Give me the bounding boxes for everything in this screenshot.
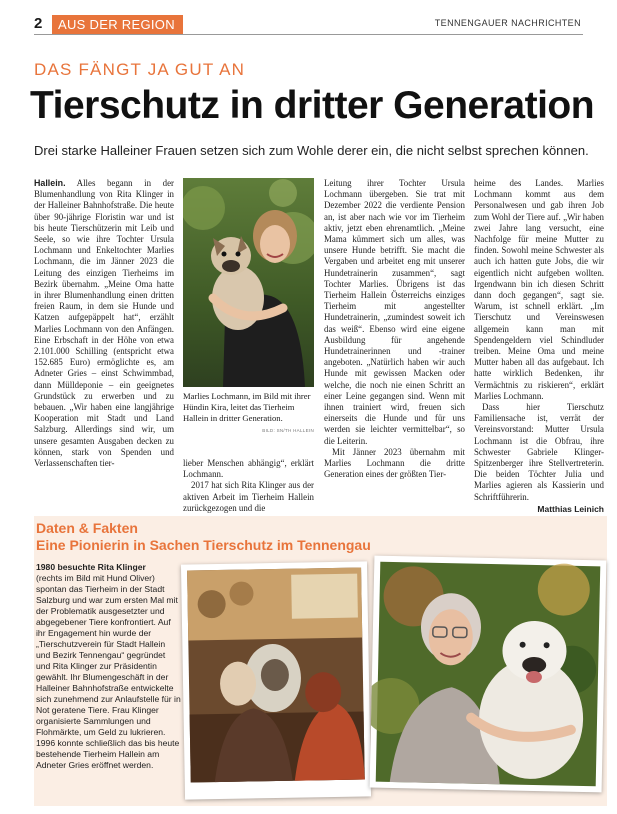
article-column-1: [34, 178, 174, 469]
factbox-lead: 1980 besuchte Rita Klinger: [36, 562, 146, 572]
column-4-paragraph-2: Dass hier Tierschutz Familiensache ist, verrät der Vereinsvorstand: Mutter Ursula Lochmann ist die Obfrau, ihre Schwester Gabriele Klinger-Spitzenberger ihre Stellvertreterin. Die beiden Töchter Julia und Marlies agieren als Kassierin und Schriftführerin.: [474, 402, 604, 502]
column-2-paragraph-1: lieber Menschen abhängig“, erklärt Lochmann.: [183, 458, 314, 480]
header-rule: [34, 34, 583, 35]
historic-photo-flower-shop: [181, 561, 371, 799]
factbox-text: [36, 562, 181, 771]
column-1-text: Alles begann in der Blumenhandlung von Rita Klinger in der Halleiner Bahnhofstraße. Die heute über 90-jährige Floristin war und ist bis heute Tierschützerin mit Leib und Seele, so wie ihre Tochter Ursula Lochmann und Enkeltochter Marlies Lochmann, die im Jänner 2023 die Leitung des einzigen Tierheims im Bezirk übernahm. „Meine Oma hatte in ihrer Blumenhandlung einen dritten freien Raum, in dem sie Hunde und Katzen aufgepäppelt hat“, erzählt Marlies Lochmann von den Anfängen. Eine Erbschaft in der Höhe von etwa 2.101.000 Schilling (entspricht etwa 152.685 Euro) ermöglichte es, am Adneter Gries – einst Schwimmbad, dann Mülldeponie – ein geeignetes Grundstück zu erwerben und zu bebauen. „Wir haben eine langjährige Kooperation mit Stadt und Land Salzburg. Allerdings sind wir, um unsere gesamten Ausgaben decken zu können, stark von Spenden und Verlassenschaften tier-: [34, 178, 174, 469]
section-tag: AUS DER REGION: [52, 15, 183, 34]
article-photo-marlies-with-dog: [183, 178, 314, 387]
column-2-paragraph-2: 2017 hat sich Rita Klinger aus der aktiven Arbeit im Tierheim Hallein zurückgezogen und die: [183, 480, 314, 513]
article-column-3: [324, 178, 465, 480]
factbox-body: (rechts im Bild mit Hund Oliver) spontan das Tierheim in der Stadt Salzburg und war zum ersten Mal mit der Problematik ausgesetzter und abgegebener Tiere konfrontiert. Auf ihr Engagement hin wurde der „Tierschutzverein für Stadt Hallein und Bezirk Tennengau“ gegründet und Rita Klinger zur Präsidentin gewählt. Ihr Blumengeschäft in der Halleiner Bahnhofstraße entwickelte sich zunehmend zur Anlaufstelle für in Not geratene Tiere. Frau Klinger organisierte Sammlungen und Flohmärkte, um Geld zu lukrieren. 1996 konnte schließlich das bis heute bestehende Tierheim Hallein am Adneter Gries eröffnet werden.: [36, 573, 181, 770]
column-3-paragraph-2: Mit Jänner 2023 übernahm mit Marlies Lochmann die dritte Generation eines der größten Tier-: [324, 446, 465, 480]
article-lead: Drei starke Halleiner Frauen setzen sich zum Wohle derer ein, die nicht selbst sprechen können.: [34, 143, 589, 158]
photo-caption: [183, 391, 314, 436]
photo-illustration: [183, 178, 314, 387]
article-column-4: [474, 178, 604, 515]
column-3-paragraph-1: Leitung ihrer Tochter Ursula Lochmann übergeben. Sie trat mit Dezember 2022 die verdiente Pension an, ist aber nach wie vor im Tierheim aktiv, jetzt eben ehrenamtlich. „Meine Mama kümmert sich um alles, was unsere Hunde betrifft. Sie macht die Vergaben und arbeitet eng mit unserer Hundetrainerin zusammen“, sagt Tochter Marlies. Übrigens ist das Tierheim Hallein Österreichs einziges Tierheim mit angestellter Hundetrainerin, „zumindest soweit ich das weiß“. Ebenso wird eine eigene Ausbildung für angehende Hundetrainerinnen und -trainer angeboten. „Natürlich haben wir auch Hunde mit gewissen Macken oder welche, die noch nie einen Schritt an einer Leine gegangen sind. Wenn mit ihnen trainiert wird, freuen sich einerseits die Hunde und für uns werden sie leichter vermittelbar“, so die Leiterin.: [324, 178, 465, 446]
page-number: 2: [34, 15, 43, 32]
historic-photo-rita-with-dog-oliver: [370, 556, 607, 793]
article-headline: Tierschutz in dritter Generation: [30, 84, 595, 127]
factbox-title: Eine Pionierin in Sachen Tierschutz im Tennengau: [36, 537, 371, 553]
photo-illustration: [181, 561, 371, 799]
factbox-label: Daten & Fakten: [36, 520, 138, 536]
newspaper-name: TENNENGAUER NACHRICHTEN: [434, 18, 581, 28]
photo-illustration: [370, 556, 607, 793]
column-4-paragraph-1: heime des Landes. Marlies Lochmann kommt aus dem Personalwesen und gab ihren Job zum Wohl der Tiere auf. „Wir haben zwei Jahre lang versucht, eine Nachfolge für meine Mutter zu finden. Sowohl meine Schwester als auch ich hatten gute Jobs, die wir eigentlich nicht aufgeben wollten. Irgendwann bin ich diesen Schritt dann doch gegangen“, sagt sie. Warum, ist schnell erklärt. „Im Tierschutz und Vereinswesen allgemein kann man mit Spendengeldern viel Schindluder treiben. Meine Oma und meine Mutter haben all das aufgebaut. Ich hatte wirklich Bedenken, ihr Vermächtnis zu riskieren“, erklärt Marlies Lochmann.: [474, 178, 604, 401]
dateline: Hallein.: [34, 178, 66, 188]
article-column-2: [183, 458, 314, 514]
photo-caption-text: Marlies Lochmann, im Bild mit ihrer Hündin Kira, leitet das Tierheim Hallein in dritter Generation.: [183, 391, 311, 423]
author-byline: Matthias Leinich: [537, 503, 604, 514]
photo-credit: BILD: SN/TH HALLEIN: [262, 428, 314, 433]
article-kicker: DAS FÄNGT JA GUT AN: [34, 60, 246, 79]
